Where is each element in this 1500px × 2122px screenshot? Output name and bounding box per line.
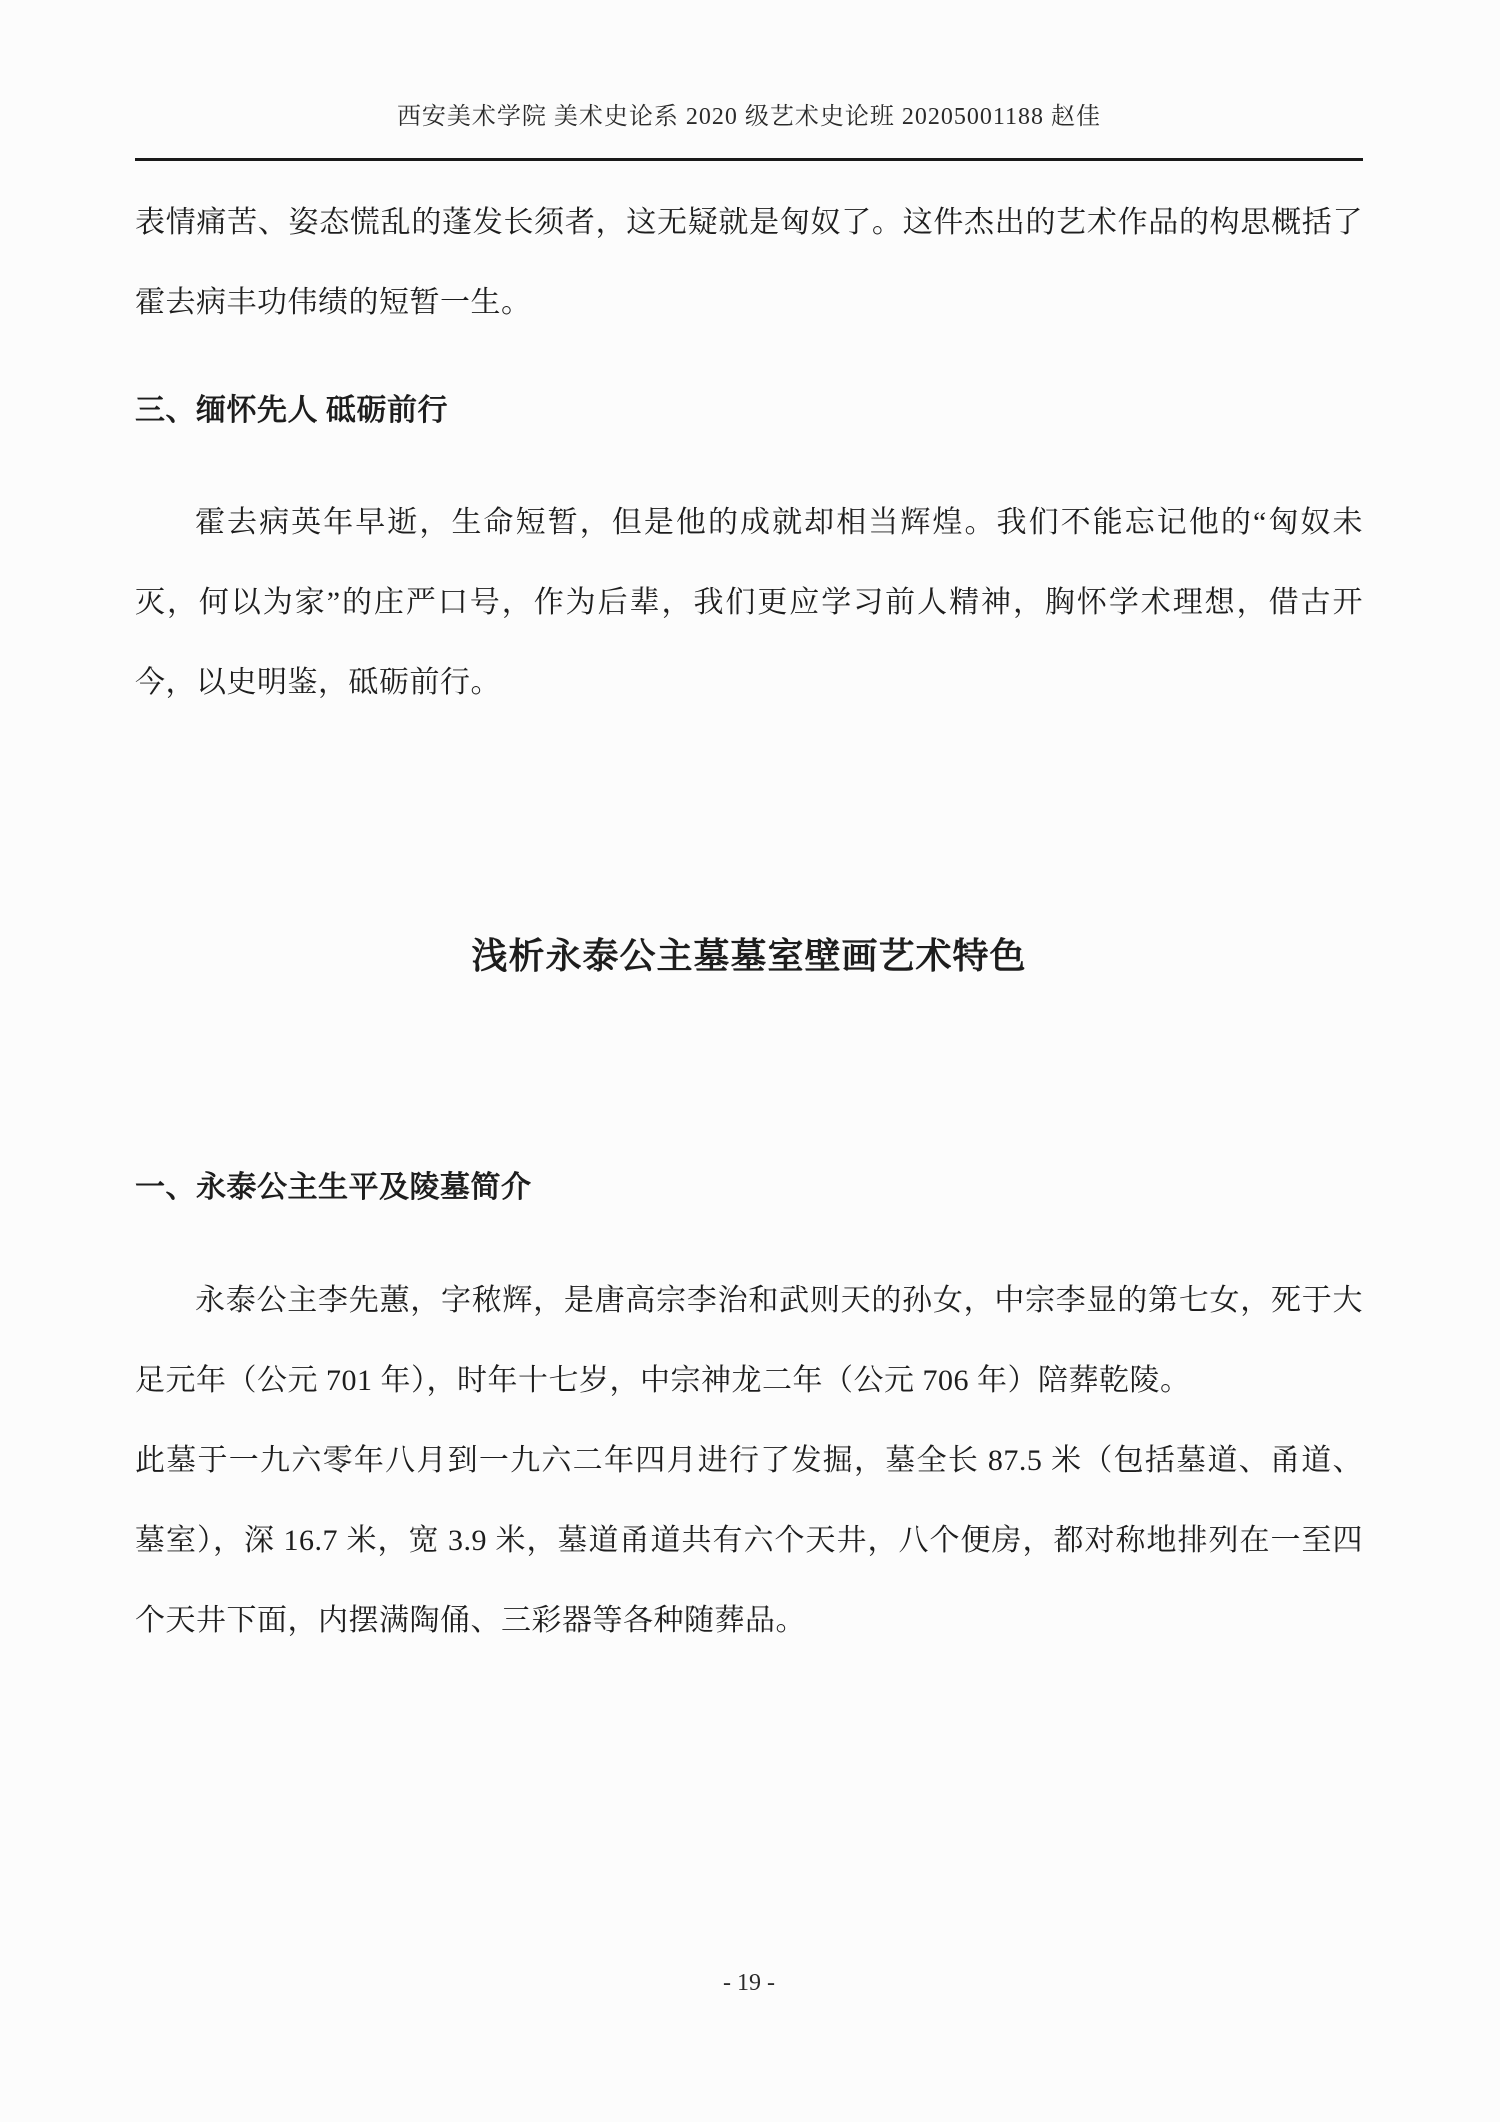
paragraph-commemorate: 霍去病英年早逝，生命短暂，但是他的成就却相当辉煌。我们不能忘记他的“匈奴未灭，何以为家”的庄严口号，作为后辈，我们更应学习前人精神，胸怀学术理想，借古开今，以史明鉴，砥砺前行。	[135, 506, 1363, 699]
page-number: - 19 -	[723, 1970, 775, 1996]
essay-title: 浅析永泰公主墓墓室壁画艺术特色	[471, 936, 1027, 976]
paragraph-huoqubing-conclusion: 表情痛苦、姿态慌乱的蓬发长须者，这无疑就是匈奴了。这件杰出的艺术作品的构思概括了霍去病丰功伟绩的短暂一生。	[135, 206, 1363, 319]
page-header	[135, 100, 1363, 161]
section-heading-commemorate: 三、缅怀先人 砥砺前行	[135, 394, 448, 427]
essay-body	[135, 183, 1363, 1661]
paragraph-princess-biography: 永泰公主李先蕙，字秾辉，是唐高宗李治和武则天的孙女，中宗李显的第七女，死于大足元年（公元 701 年），时年十七岁，中宗神龙二年（公元 706 年）陪葬乾陵。	[135, 1284, 1363, 1397]
paragraph-tomb-excavation: 此墓于一九六零年八月到一九六二年四月进行了发掘，墓全长 87.5 米（包括墓道、甬道、墓室），深 16.7 米，宽 3.9 米，墓道甬道共有六个天井，八个便房，都对称地排列在一至四个天井下面，内摆满陶俑、三彩器等各种随葬品。	[135, 1444, 1363, 1637]
header-rule	[135, 158, 1363, 161]
page-footer	[135, 1966, 1363, 2000]
header-text: 西安美术学院 美术史论系 2020 级艺术史论班 20205001188 赵佳	[396, 104, 1102, 130]
section-heading-princess-intro: 一、永泰公主生平及陵墓简介	[135, 1171, 532, 1204]
